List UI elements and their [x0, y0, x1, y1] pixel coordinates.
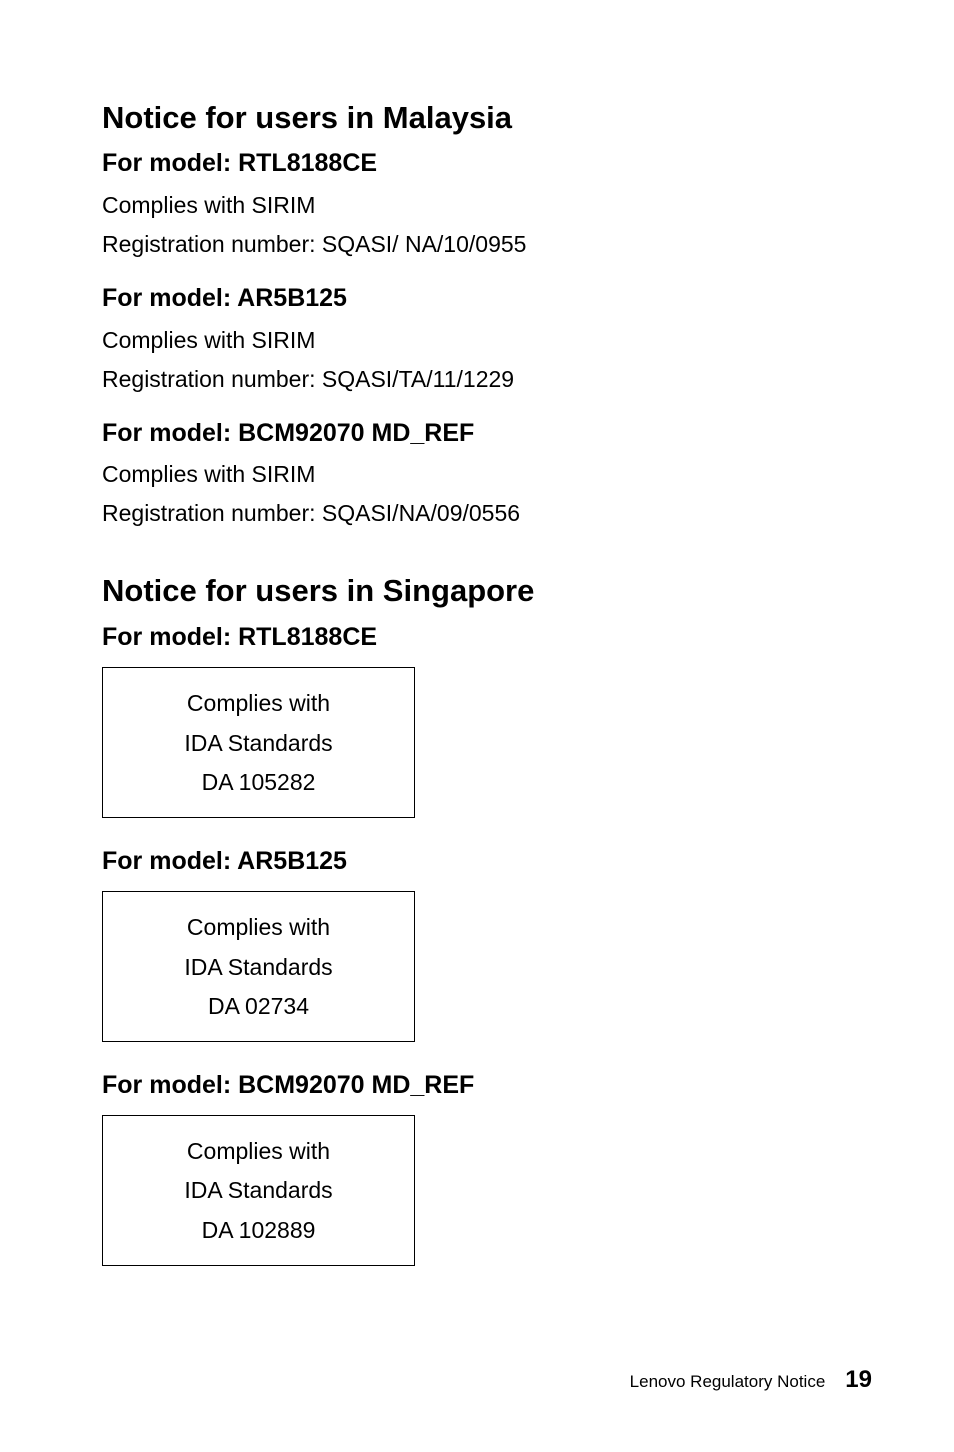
- ida-box-line: DA 102889: [201, 1217, 316, 1243]
- malaysia-compliance-text: Complies with SIRIM: [102, 327, 316, 353]
- malaysia-model-heading: For model: AR5B125: [102, 284, 347, 312]
- ida-box-line: IDA Standards: [184, 730, 333, 756]
- malaysia-model-heading: For model: RTL8188CE: [102, 149, 378, 177]
- ida-box-line: IDA Standards: [184, 954, 333, 980]
- malaysia-registration-number: Registration number: SQASI/ NA/10/0955: [102, 231, 527, 257]
- malaysia-model-heading: For model: BCM92070 MD_REF: [102, 419, 475, 447]
- page-footer: [630, 1366, 872, 1394]
- ida-box-line: DA 105282: [201, 769, 316, 795]
- ida-box-line: Complies with: [186, 1138, 331, 1164]
- malaysia-compliance-text: Complies with SIRIM: [102, 461, 316, 487]
- ida-box-line: Complies with: [186, 690, 331, 716]
- singapore-section-title: Notice for users in Singapore: [102, 573, 535, 608]
- ida-box-line: Complies with: [186, 914, 331, 940]
- singapore-model-heading: For model: AR5B125: [102, 847, 347, 875]
- malaysia-section-title: Notice for users in Malaysia: [102, 100, 513, 135]
- page-number: 19: [845, 1366, 872, 1393]
- singapore-model-heading: For model: RTL8188CE: [102, 623, 378, 651]
- singapore-model-heading: For model: BCM92070 MD_REF: [102, 1071, 475, 1099]
- ida-compliance-box: [102, 891, 415, 1042]
- ida-compliance-box: [102, 1115, 415, 1266]
- ida-compliance-box: [102, 667, 415, 818]
- ida-box-line: IDA Standards: [184, 1177, 333, 1203]
- malaysia-registration-number: Registration number: SQASI/NA/09/0556: [102, 500, 521, 526]
- ida-box-line: DA 02734: [207, 993, 310, 1019]
- malaysia-registration-number: Registration number: SQASI/TA/11/1229: [102, 366, 515, 392]
- footer-label: Lenovo Regulatory Notice: [629, 1372, 826, 1391]
- malaysia-compliance-text: Complies with SIRIM: [102, 192, 316, 218]
